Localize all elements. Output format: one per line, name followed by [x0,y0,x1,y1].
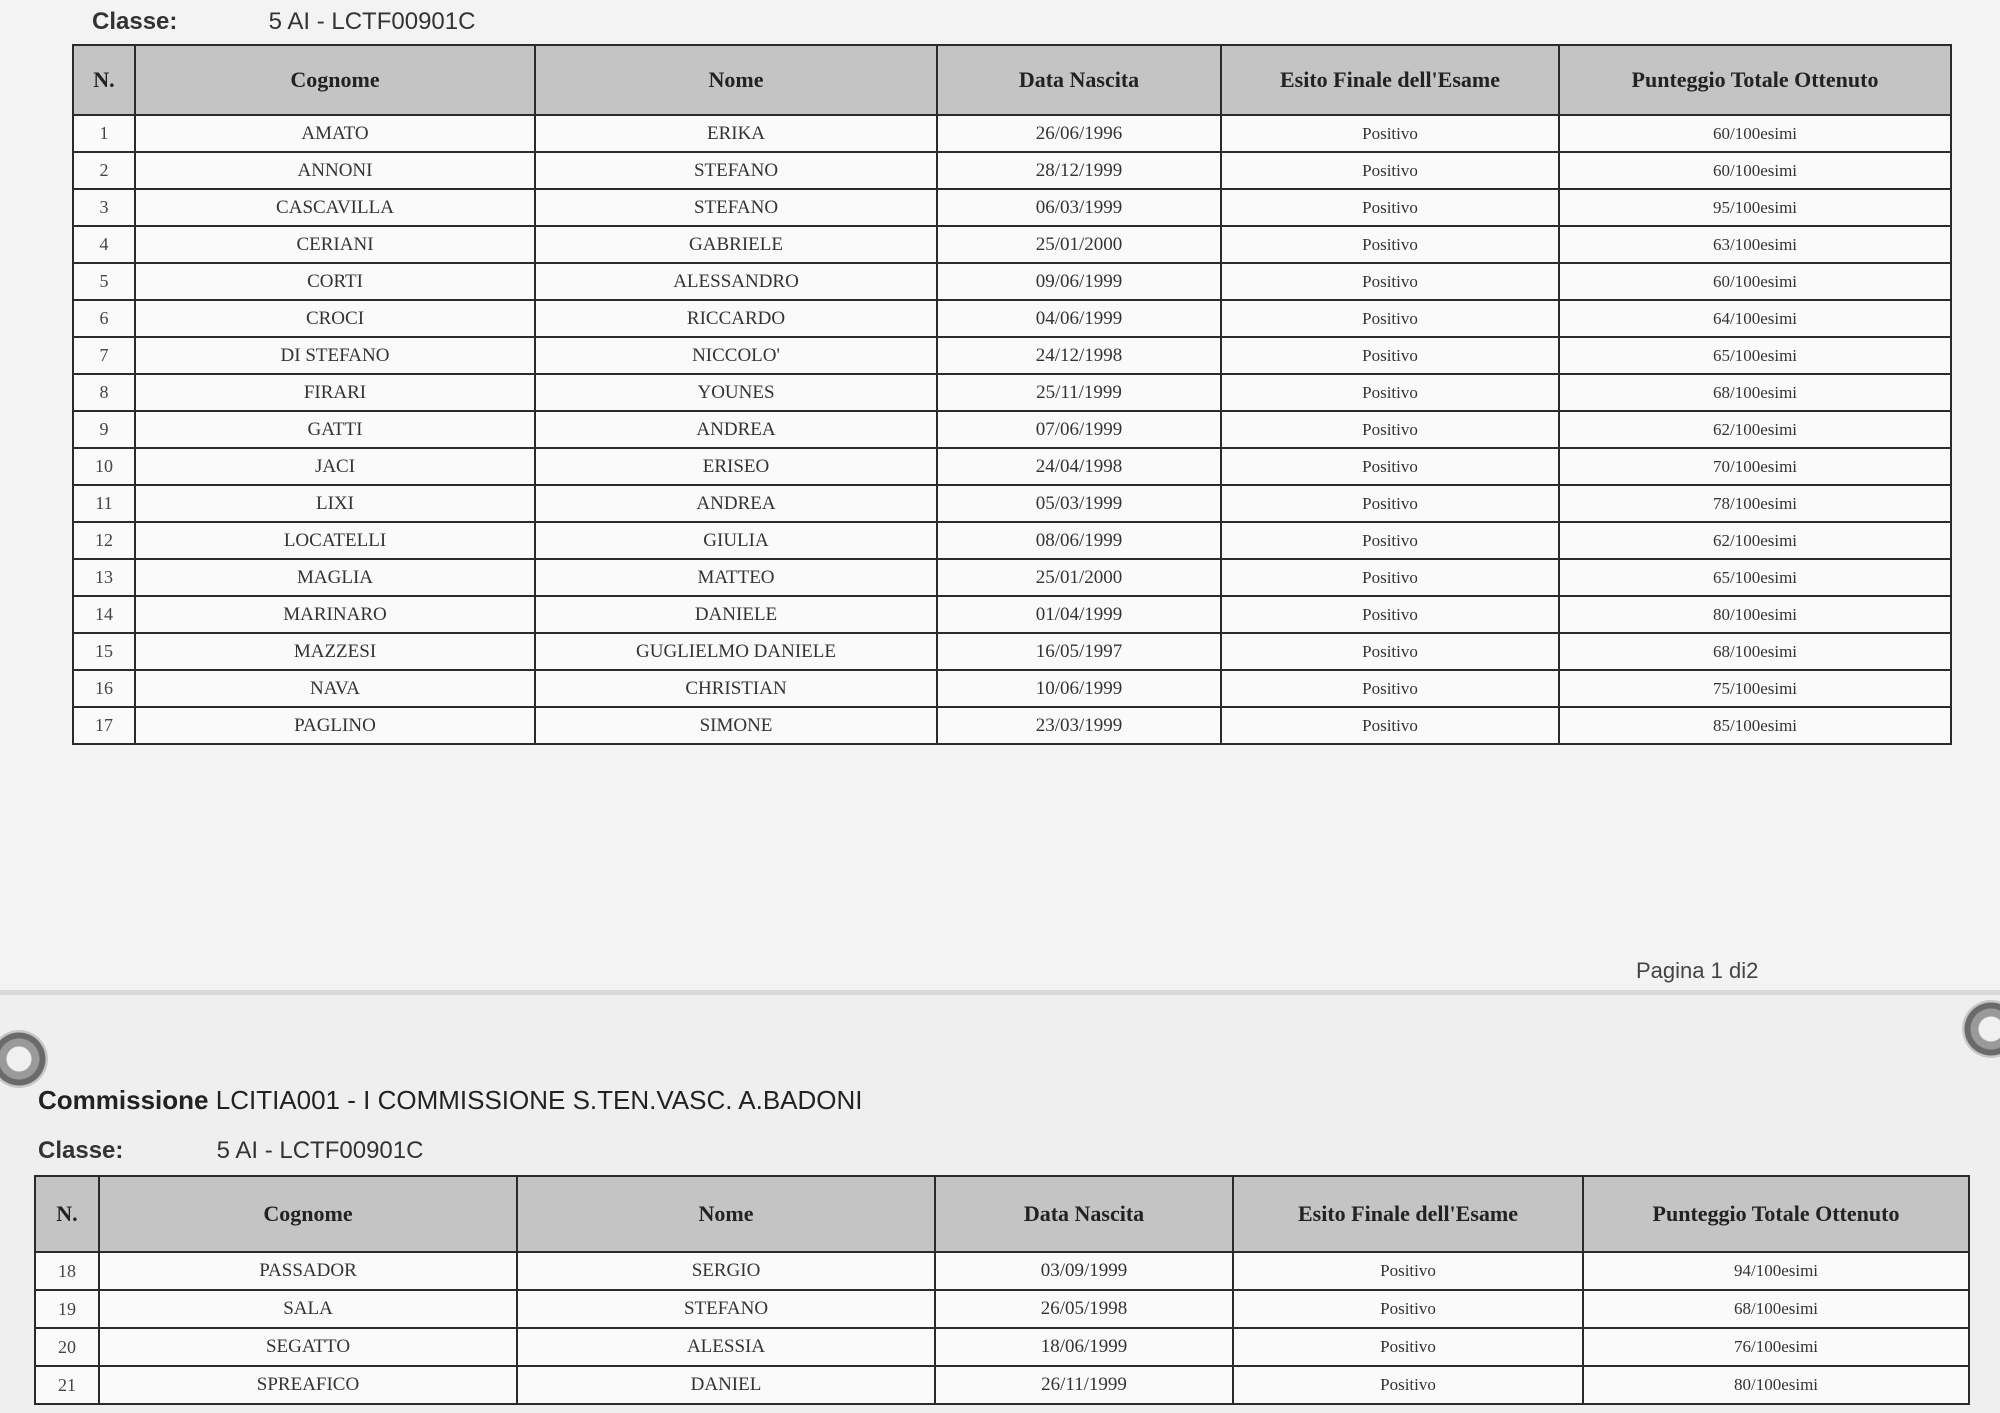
table-row [73,115,1951,152]
cell-exam-outcome: Positivo [1233,1290,1583,1328]
table-row [73,189,1951,226]
cell-total-score: 80/100esimi [1559,596,1951,633]
class-value: 5 AI - LCTF00901C [268,8,476,35]
cell-number: 3 [73,189,135,226]
cell-surname: LIXI [135,485,535,522]
cell-number: 16 [73,670,135,707]
cell-surname: DI STEFANO [135,337,535,374]
cell-exam-outcome: Positivo [1233,1328,1583,1366]
header-number: N. [35,1176,99,1252]
cell-name: SIMONE [535,707,937,744]
header-birth-date: Data Nascita [937,45,1221,115]
commission-value: LCITIA001 - I COMMISSIONE S.TEN.VASC. A.BADONI [215,1085,863,1115]
cell-name: GABRIELE [535,226,937,263]
cell-total-score: 85/100esimi [1559,707,1951,744]
cell-exam-outcome: Positivo [1221,115,1559,152]
cell-name: ANDREA [535,485,937,522]
cell-exam-outcome: Positivo [1221,633,1559,670]
cell-number: 5 [73,263,135,300]
class-value: 5 AI - LCTF00901C [216,1137,424,1164]
cell-birth-date: 16/05/1997 [937,633,1221,670]
cell-number: 12 [73,522,135,559]
cell-total-score: 62/100esimi [1559,522,1951,559]
results-table-page-1 [72,44,1952,745]
cell-name: GIULIA [535,522,937,559]
cell-exam-outcome: Positivo [1221,448,1559,485]
cell-birth-date: 28/12/1999 [937,152,1221,189]
cell-exam-outcome: Positivo [1221,707,1559,744]
cell-birth-date: 08/06/1999 [937,522,1221,559]
cell-exam-outcome: Positivo [1221,559,1559,596]
header-number: N. [73,45,135,115]
cell-birth-date: 06/03/1999 [937,189,1221,226]
cell-total-score: 62/100esimi [1559,411,1951,448]
table-row [35,1290,1969,1328]
cell-name: STEFANO [535,189,937,226]
cell-surname: SPREAFICO [99,1366,517,1404]
cell-total-score: 80/100esimi [1583,1366,1969,1404]
cell-total-score: 76/100esimi [1583,1328,1969,1366]
cell-birth-date: 01/04/1999 [937,596,1221,633]
table-row [73,633,1951,670]
header-total-score: Punteggio Totale Ottenuto [1559,45,1951,115]
cell-birth-date: 26/05/1998 [935,1290,1233,1328]
cell-surname: MAZZESI [135,633,535,670]
cell-name: ERISEO [535,448,937,485]
cell-birth-date: 25/11/1999 [937,374,1221,411]
table-row [73,337,1951,374]
cell-number: 8 [73,374,135,411]
cell-number: 10 [73,448,135,485]
cell-total-score: 68/100esimi [1559,374,1951,411]
cell-name: ERIKA [535,115,937,152]
table-row [73,263,1951,300]
table-row [73,707,1951,744]
table-row [35,1366,1969,1404]
table-row [73,670,1951,707]
cell-number: 11 [73,485,135,522]
cell-surname: GATTI [135,411,535,448]
table-row [73,485,1951,522]
cell-surname: ANNONI [135,152,535,189]
cell-birth-date: 04/06/1999 [937,300,1221,337]
cell-total-score: 60/100esimi [1559,263,1951,300]
table-row [73,411,1951,448]
cell-total-score: 68/100esimi [1559,633,1951,670]
cell-number: 17 [73,707,135,744]
cell-birth-date: 03/09/1999 [935,1252,1233,1290]
cell-birth-date: 18/06/1999 [935,1328,1233,1366]
cell-exam-outcome: Positivo [1221,411,1559,448]
cell-name: YOUNES [535,374,937,411]
cell-name: SERGIO [517,1252,935,1290]
cell-total-score: 68/100esimi [1583,1290,1969,1328]
class-line [92,8,475,36]
header-surname: Cognome [135,45,535,115]
table-row [73,448,1951,485]
cell-name: ALESSANDRO [535,263,937,300]
table-row [73,522,1951,559]
cell-name: ALESSIA [517,1328,935,1366]
cell-surname: FIRARI [135,374,535,411]
cell-total-score: 65/100esimi [1559,559,1951,596]
cell-name: NICCOLO' [535,337,937,374]
cell-exam-outcome: Positivo [1221,522,1559,559]
table-body [35,1252,1969,1404]
cell-exam-outcome: Positivo [1221,670,1559,707]
cell-name: CHRISTIAN [535,670,937,707]
cell-number: 18 [35,1252,99,1290]
table-row [73,374,1951,411]
cell-number: 21 [35,1366,99,1404]
cell-number: 4 [73,226,135,263]
cell-number: 7 [73,337,135,374]
cell-name: GUGLIELMO DANIELE [535,633,937,670]
cell-birth-date: 25/01/2000 [937,559,1221,596]
table-header-row [35,1176,1969,1252]
cell-birth-date: 24/04/1998 [937,448,1221,485]
class-label: Classe: [38,1137,124,1164]
cell-number: 6 [73,300,135,337]
table-body [73,115,1951,744]
cell-surname: CROCI [135,300,535,337]
cell-name: STEFANO [535,152,937,189]
table-row [73,226,1951,263]
table-row [73,559,1951,596]
cell-surname: NAVA [135,670,535,707]
cell-birth-date: 23/03/1999 [937,707,1221,744]
commission-line [38,1085,863,1116]
cell-number: 2 [73,152,135,189]
cell-number: 19 [35,1290,99,1328]
cell-total-score: 65/100esimi [1559,337,1951,374]
cell-birth-date: 05/03/1999 [937,485,1221,522]
table-row [73,300,1951,337]
cell-surname: LOCATELLI [135,522,535,559]
cell-surname: MAGLIA [135,559,535,596]
cell-total-score: 78/100esimi [1559,485,1951,522]
cell-total-score: 75/100esimi [1559,670,1951,707]
cell-birth-date: 07/06/1999 [937,411,1221,448]
cell-total-score: 64/100esimi [1559,300,1951,337]
cell-exam-outcome: Positivo [1221,596,1559,633]
cell-name: MATTEO [535,559,937,596]
commission-label: Commissione [38,1085,209,1115]
header-exam-outcome: Esito Finale dell'Esame [1221,45,1559,115]
table-row [73,152,1951,189]
cell-name: STEFANO [517,1290,935,1328]
cell-total-score: 60/100esimi [1559,152,1951,189]
cell-number: 14 [73,596,135,633]
cell-name: ANDREA [535,411,937,448]
page-number: Pagina 1 di2 [1636,958,1759,983]
cell-birth-date: 25/01/2000 [937,226,1221,263]
page-two [0,995,2000,1413]
cell-total-score: 60/100esimi [1559,115,1951,152]
cell-number: 20 [35,1328,99,1366]
cell-number: 9 [73,411,135,448]
cell-surname: SALA [99,1290,517,1328]
cell-exam-outcome: Positivo [1221,152,1559,189]
header-name: Nome [517,1176,935,1252]
cell-exam-outcome: Positivo [1221,300,1559,337]
class-label: Classe: [92,8,178,35]
table-row [35,1252,1969,1290]
header-surname: Cognome [99,1176,517,1252]
cell-surname: PAGLINO [135,707,535,744]
cell-number: 15 [73,633,135,670]
cell-birth-date: 26/11/1999 [935,1366,1233,1404]
cell-exam-outcome: Positivo [1221,337,1559,374]
cell-exam-outcome: Positivo [1221,263,1559,300]
cell-birth-date: 10/06/1999 [937,670,1221,707]
cell-exam-outcome: Positivo [1233,1366,1583,1404]
cell-total-score: 94/100esimi [1583,1252,1969,1290]
cell-exam-outcome: Positivo [1221,189,1559,226]
cell-surname: CORTI [135,263,535,300]
cell-birth-date: 09/06/1999 [937,263,1221,300]
header-birth-date: Data Nascita [935,1176,1233,1252]
results-table-page-2 [34,1175,1970,1405]
class-line [38,1137,423,1165]
cell-surname: CERIANI [135,226,535,263]
table-row [35,1328,1969,1366]
table-header-row [73,45,1951,115]
header-exam-outcome: Esito Finale dell'Esame [1233,1176,1583,1252]
cell-number: 1 [73,115,135,152]
cell-name: DANIELE [535,596,937,633]
cell-number: 13 [73,559,135,596]
cell-surname: PASSADOR [99,1252,517,1290]
cell-birth-date: 26/06/1996 [937,115,1221,152]
header-total-score: Punteggio Totale Ottenuto [1583,1176,1969,1252]
cell-exam-outcome: Positivo [1221,226,1559,263]
cell-total-score: 95/100esimi [1559,189,1951,226]
cell-total-score: 63/100esimi [1559,226,1951,263]
cell-surname: MARINARO [135,596,535,633]
cell-surname: SEGATTO [99,1328,517,1366]
cell-surname: JACI [135,448,535,485]
cell-exam-outcome: Positivo [1233,1252,1583,1290]
header-name: Nome [535,45,937,115]
cell-surname: CASCAVILLA [135,189,535,226]
cell-surname: AMATO [135,115,535,152]
cell-total-score: 70/100esimi [1559,448,1951,485]
cell-exam-outcome: Positivo [1221,374,1559,411]
cell-birth-date: 24/12/1998 [937,337,1221,374]
cell-name: RICCARDO [535,300,937,337]
table-row [73,596,1951,633]
cell-name: DANIEL [517,1366,935,1404]
cell-exam-outcome: Positivo [1221,485,1559,522]
